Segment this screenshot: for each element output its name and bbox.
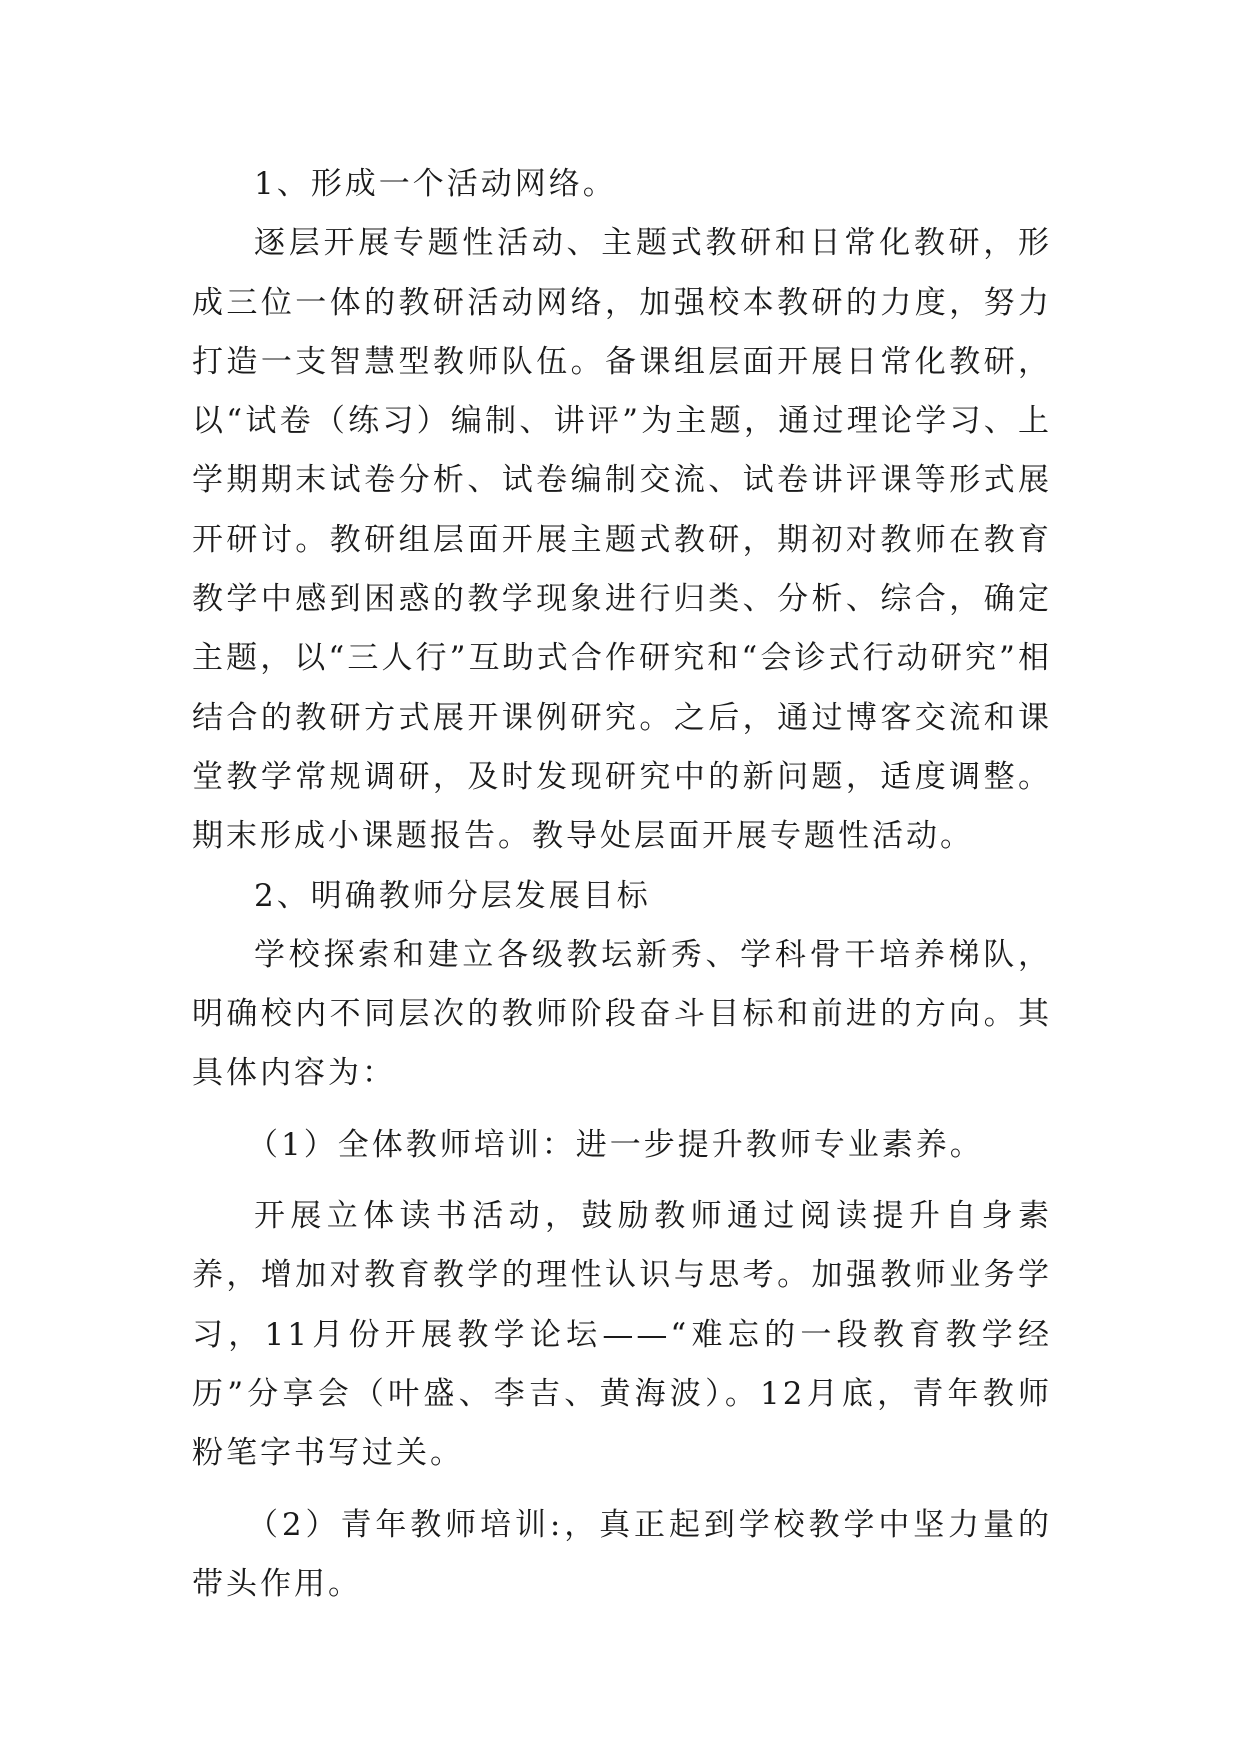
heading-activity-network: 1、形成一个活动网络。 xyxy=(254,166,617,202)
heading-teacher-goals: 2、明确教师分层发展目标 xyxy=(254,877,651,914)
subheading-young-teachers: （2）青年教师培训:，真正起到学校教学中坚力量的带头作用。 xyxy=(192,1506,1052,1602)
paragraph-activity-network: 逐层开展专题性活动、主题式教研和日常化教研，形成三位一体的教研活动网络，加强校本教研的力度，努力打造一支智慧型教师队伍。备课组层面开展日常化教研，以“试卷（练习）编制、讲评”为主题，通过理论学习、上学期期末试卷分析、试卷编制交流、试卷讲评课等形式展开研讨。教研组层面开展主题式教研，期初对教师在教育教学中感到困惑的教学现象进行归类、分析、综合，确定主题，以“三人行”互助式合作研究和“会诊式行动研究”相结合的教研方式展开课例研究。之后，通过博客交流和课堂教学常规调研，及时发现研究中的新问题，适度调整。期末形成小课题报告。教导处层面开展专题性活动。 xyxy=(192,225,1052,855)
document-body xyxy=(192,155,1052,1614)
subheading-all-teachers: （1）全体教师培训：进一步提升教师专业素养。 xyxy=(247,1126,984,1163)
paragraph-all-teachers: 开展立体读书活动，鼓励教师通过阅读提升自身素养，增加对教育教学的理性认识与思考。加强教师业务学习，11月份开展教学论坛——“难忘的一段教育教学经历”分享会（叶盛、李吉、黄海波）。12月底，青年教师粉笔字书写过关。 xyxy=(192,1198,1052,1472)
paragraph-teacher-goals: 学校探索和建立各级教坛新秀、学科骨干培养梯队，明确校内不同层次的教师阶段奋斗目标和前进的方向。其具体内容为： xyxy=(192,936,1052,1092)
